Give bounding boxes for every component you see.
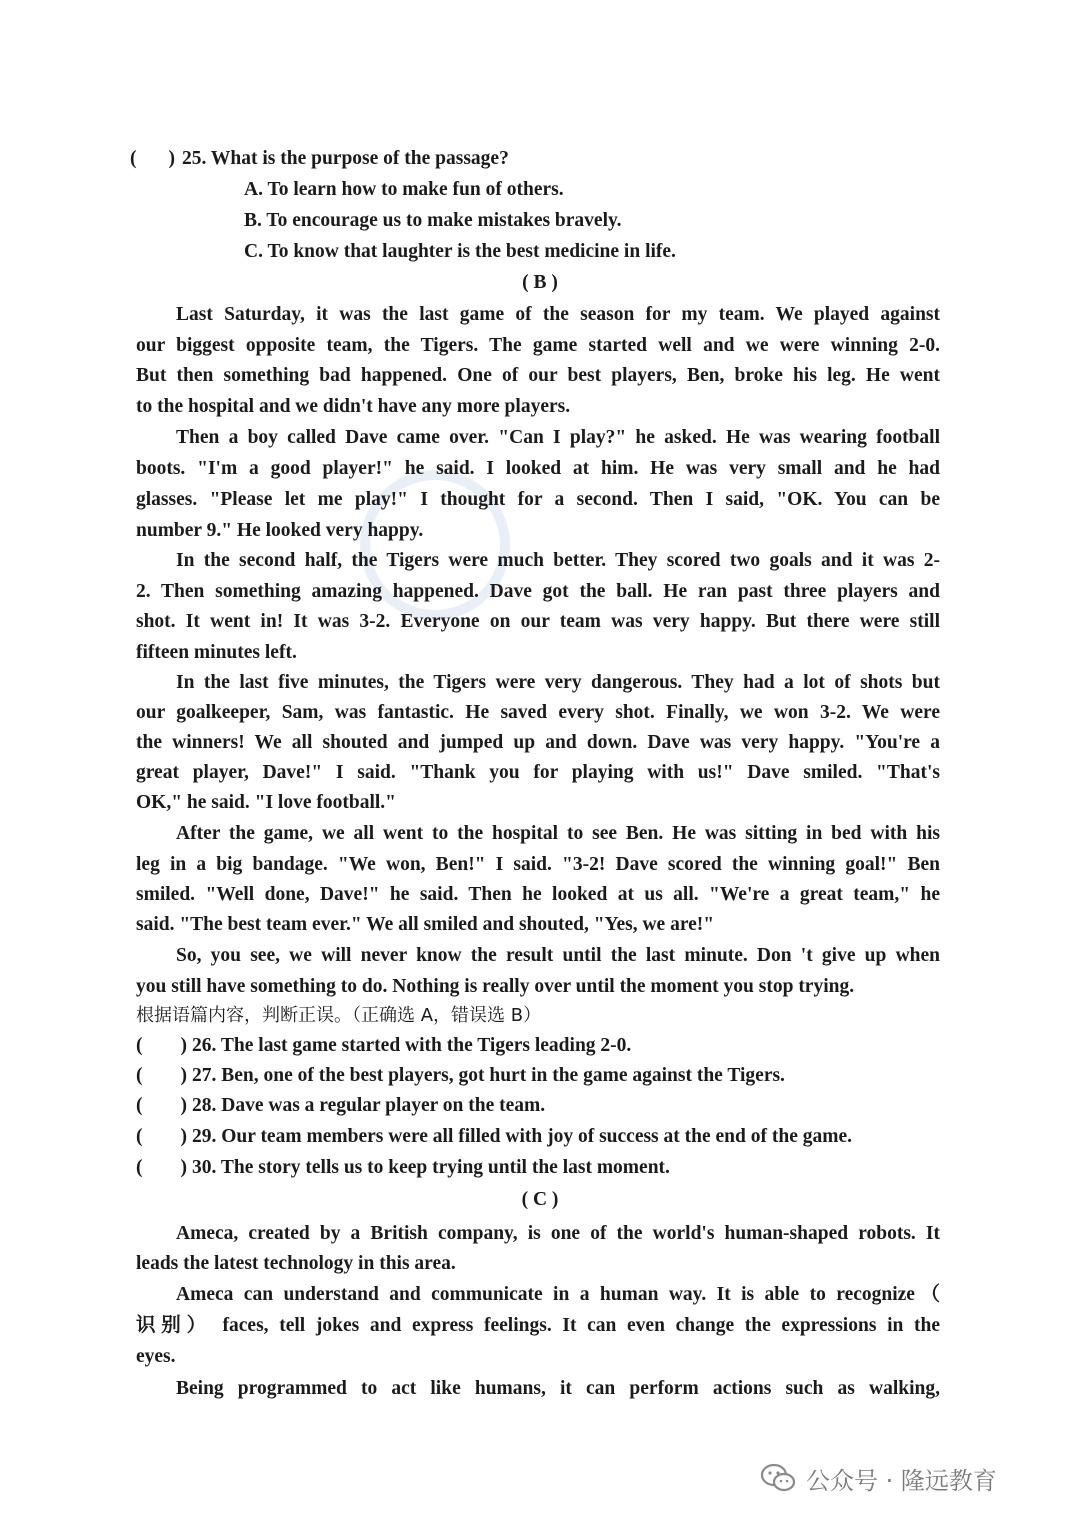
passage-line: you still have something to do. Nothing is really over until the moment you stop trying.: [136, 976, 855, 997]
passage-line: After the game, we all went to the hospital to see Ben. He was sitting in bed with his: [176, 823, 940, 844]
passage-line: OK," he said. "I love football.": [136, 792, 396, 813]
passage-line: leads the latest technology in this area.: [136, 1253, 456, 1274]
passage-line: Then a boy called Dave came over. "Can I play?" he asked. He was wearing football: [176, 427, 940, 448]
passage-line: In the last five minutes, the Tigers were very dangerous. They had a lot of shots but: [176, 672, 940, 693]
passage-line: 2. Then something amazing happened. Dave got the ball. He ran past three players and: [136, 581, 940, 602]
passage-line: Being programmed to act like humans, it can perform actions such as walking,: [176, 1378, 940, 1399]
option-a: A. To learn how to make fun of others.: [244, 179, 564, 200]
option-c: C. To know that laughter is the best medicine in life.: [244, 241, 676, 262]
passage-line: glasses. "Please let me play!" I thought for a second. Then I said, "OK. You can be: [136, 489, 940, 510]
passage-line: Ameca, created by a British company, is one of the world's human-shaped robots. It: [176, 1223, 940, 1244]
question-29: ( ) 29. Our team members were all filled with joy of success at the end of the game.: [136, 1124, 940, 1150]
passage-line: number 9." He looked very happy.: [136, 520, 424, 541]
answer-paren: ( ): [136, 1157, 187, 1178]
passage-line: Last Saturday, it was the last game of the season for my team. We played against: [176, 304, 940, 325]
passage-line: So, you see, we will never know the result until the last minute. Don 't give up when: [176, 945, 940, 966]
passage-line: Ameca can understand and communicate in a human way. It is able to recognize（: [176, 1284, 940, 1305]
answer-paren: ( ): [136, 1095, 187, 1116]
section-c-heading: ( C ): [521, 1189, 559, 1210]
wechat-account-footer: [760, 1458, 997, 1498]
tf-instruction: 根据语篇内容，判断正误。（正确选 A，错误选 B）: [136, 1005, 542, 1026]
passage-line: great player, Dave!" I said. "Thank you for playing with us!" Dave smiled. "That's: [136, 762, 940, 783]
passage-line: shot. It went in! It was 3-2. Everyone on our team was very happy. But there were still: [136, 611, 940, 632]
question-30: ( ) 30. The story tells us to keep trying until the last moment.: [136, 1155, 940, 1181]
option-b: B. To encourage us to make mistakes bravely.: [244, 210, 622, 231]
footer-text: 公众号 · 隆远教育: [806, 1466, 997, 1495]
question-28: ( ) 28. Dave was a regular player on the team.: [136, 1093, 940, 1119]
passage-line: our biggest opposite team, the Tigers. The game started well and we were winning 2-0.: [136, 335, 940, 356]
passage-line: leg in a big bandage. "We won, Ben!" I said. "3-2! Dave scored the winning goal!" Ben: [136, 854, 940, 875]
passage-line: 识别） faces, tell jokes and express feelings. It can even change the expressions in the: [136, 1315, 940, 1336]
answer-paren: ( ): [130, 148, 175, 169]
answer-paren: ( ): [136, 1035, 187, 1056]
question-25: [130, 146, 934, 172]
passage-line: to the hospital and we didn't have any more players.: [136, 396, 571, 417]
passage-line: said. "The best team ever." We all smiled and shouted, "Yes, we are!": [136, 914, 715, 935]
answer-paren: ( ): [136, 1126, 187, 1147]
passage-line: our goalkeeper, Sam, was fantastic. He saved every shot. Finally, we won 3-2. We were: [136, 702, 940, 723]
passage-line: But then something bad happened. One of our best players, Ben, broke his leg. He went: [136, 365, 940, 386]
passage-line: fifteen minutes left.: [136, 642, 297, 663]
passage-line: eyes.: [136, 1346, 176, 1367]
answer-paren: ( ): [136, 1065, 187, 1086]
passage-line: smiled. "Well done, Dave!" he said. Then he looked at us all. "We're a great team," he: [136, 884, 940, 905]
question-26: ( ) 26. The last game started with the Tigers leading 2-0.: [136, 1033, 940, 1059]
passage-line: the winners! We all shouted and jumped up and down. Dave was very happy. "You're a: [136, 732, 940, 753]
section-b-heading: ( B ): [522, 272, 558, 293]
passage-line: boots. "I'm a good player!" he said. I looked at him. He was very small and he had: [136, 458, 940, 479]
passage-line: In the second half, the Tigers were much better. They scored two goals and it was 2-: [176, 550, 940, 571]
question-27: ( ) 27. Ben, one of the best players, got hurt in the game against the Tigers.: [136, 1063, 940, 1089]
question-text: 25. What is the purpose of the passage?: [182, 148, 509, 169]
wechat-icon: [760, 1462, 796, 1494]
